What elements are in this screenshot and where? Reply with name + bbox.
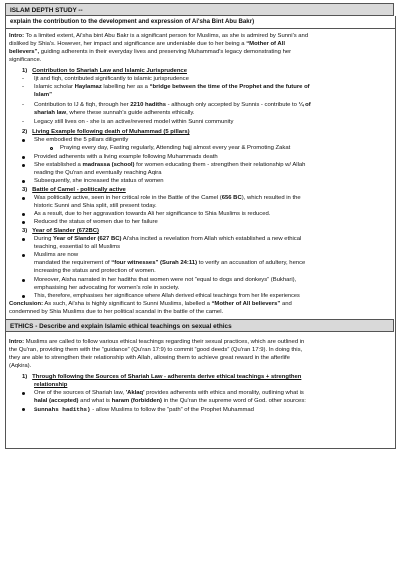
- bullet-marker: [22, 279, 25, 282]
- point4-item-3: Moreover, Aisha narrated in her hadiths that women were not “equal to dogs and donkeys” (Bukhari),: [34, 277, 297, 283]
- ethics-point1-item-1-rest: provides adherents with ethics and morality, outlining what is: [144, 390, 304, 396]
- bullet-marker: [22, 213, 25, 216]
- point3-item-3: Reduced the status of women due to her failure: [34, 219, 158, 225]
- point3-item-1-text: Was politically active, seen in her critical role in the Battle of the Camel (: [34, 195, 222, 201]
- intro-line-1: [9, 33, 308, 40]
- study-title-bar: [5, 3, 394, 16]
- point1-item-3-bold2: ¼ of: [298, 102, 311, 108]
- point4-heading: [22, 228, 99, 235]
- point1-item-3-text: Contribution to IJ & fiqh, through her: [34, 102, 131, 108]
- point1-item-2-rest: labelling her as a: [101, 84, 150, 90]
- ethics-point1-number: 1): [22, 374, 28, 380]
- point2-number: 2): [22, 129, 28, 135]
- ethics-point1-item-1-bold3: haram (forbidden): [111, 398, 163, 404]
- ethics-intro-text-1: Muslims are called to follow various ethical teachings regarding their sexual practices, which are outlined in: [24, 339, 305, 345]
- point3-heading: [22, 187, 126, 194]
- bullet-marker: [22, 238, 25, 241]
- point2-item-5: Subsequently, she increased the status of women: [34, 178, 164, 184]
- point4-item-2-text: Muslims are now: [34, 252, 79, 258]
- point3-number: 3): [22, 187, 28, 193]
- point1-item-2: [34, 84, 310, 91]
- bullet-marker: [22, 139, 25, 142]
- intro-bold-2: believers”,: [9, 49, 40, 55]
- point1-item-3-rest: - although only accepted by Sunnis - contribute to: [165, 102, 299, 108]
- bullet-marker: [22, 408, 25, 411]
- ethics-point1-item-1: [34, 390, 304, 397]
- point1-item-3: [34, 102, 311, 109]
- bullet-marker: [22, 254, 25, 257]
- conclusion-bold: “Mother of All believers”: [211, 301, 281, 307]
- point1-item-3-cont: [34, 110, 195, 117]
- ethics-point1-item-1-bold: 'Aklaq': [125, 390, 145, 396]
- bullet-marker: [22, 197, 25, 200]
- point4-item-2-rest-a: mandated the requirement of: [34, 260, 112, 266]
- bullet-marker: [22, 295, 25, 298]
- point1-item-2-bold: Haylamaz: [74, 84, 102, 90]
- point1-item-2-cont: Islam”: [34, 92, 53, 98]
- ethics-point1-item-1-rest-a: and what is: [78, 398, 112, 404]
- point2-heading: [22, 129, 190, 136]
- point2-item-4-cont: reading the Qu'ran and eventually reaching Aqira: [34, 170, 162, 176]
- ethics-point1-item-1-rest-b: in the Qu'ran the supreme word of God. other sources:: [162, 398, 306, 404]
- point4-number: 3): [22, 228, 28, 234]
- point4-item-1-bold: Year of Slander (627 BC): [53, 236, 122, 242]
- point2-item-1: She embodied the 5 pillars diligently: [34, 137, 129, 143]
- point3-item-2: As a result, due to her aggravation towards Ali her significance to Shia Muslims is reduced.: [34, 211, 271, 217]
- ethics-intro-label: Intro:: [9, 339, 25, 345]
- ethics-intro-line-4: (Aqkira).: [9, 363, 32, 369]
- ethics-intro-line-2: the Qu'ran, providing them with the “guidance” (Qu'ran 17:9) to commit “good deeds” (Qu'ran 17:9). In doing this,: [9, 347, 303, 353]
- point4-item-2-rest-b: to verify an accusation of adultery, hence: [197, 260, 306, 266]
- conclusion-line-2: condemned by Shia Muslims due to her political scandal in the battle of the camel.: [9, 309, 224, 315]
- conclusion-text-1: As such, Ai'sha is highly significant to Sunni Muslims, labelled a: [43, 301, 212, 307]
- point1-item-3-bold: 2210 hadiths: [130, 102, 166, 108]
- intro-text-4: significance.: [9, 57, 42, 63]
- dash-marker: -: [22, 84, 24, 90]
- point1-item-2-text: Islamic scholar: [34, 84, 75, 90]
- study-title: ISLAM DEPTH STUDY --: [10, 7, 83, 14]
- intro-line-3: [9, 49, 291, 56]
- dash-marker: -: [22, 102, 24, 108]
- dash-marker: -: [22, 76, 24, 82]
- dash-marker: -: [22, 119, 24, 125]
- point1-item-4: Legacy still lives on - she is an active/revered model within Sunni community: [34, 119, 234, 125]
- ethics-point1-item-2: [34, 406, 254, 414]
- intro-label: Intro:: [9, 33, 25, 39]
- ethics-point1-item-1-text: One of the sources of Shariah law,: [34, 390, 126, 396]
- point2-item-4: [34, 162, 305, 169]
- bullet-marker: [22, 392, 25, 395]
- point1-item-2-quote: “bridge between the time of the Prophet and the future of: [149, 84, 310, 90]
- ethics-point1-item-1-bold2: halal (accepted): [34, 398, 79, 404]
- ethics-intro-line-3: they are able to strengthen their relationship with Allah, allowing them to achieve great reward in the afterlife: [9, 355, 290, 361]
- bullet-marker: [22, 164, 25, 167]
- point2-item-4-rest: for women educating them - strengthen their relationship w/ Allah: [134, 162, 306, 168]
- ethics-point1-item-2-rest: - allow Muslims to follow the “path” of the Prophet Muhammad: [90, 407, 254, 413]
- conclusion-text-1b: and: [280, 301, 292, 307]
- point1-heading: [22, 68, 187, 75]
- point4-item-2: [34, 252, 78, 259]
- sub-bullet-marker: [50, 147, 53, 150]
- point1-title: Contribution to Shariah Law and Islamic Jurisprudence: [32, 68, 187, 74]
- question-text: explain the contribution to the development and expression of Ai'sha Bint Abu Bakr): [10, 18, 255, 25]
- intro-line-4: [9, 57, 41, 64]
- point4-item-2-cont: [34, 260, 305, 267]
- ethics-title-bar: [5, 319, 394, 332]
- point4-item-1-rest: Ai'sha incited a revelation from Allah which established a new ethical: [121, 236, 302, 242]
- point3-item-1-rest: ), which resulted in the: [241, 195, 301, 201]
- point4-item-1: [34, 236, 301, 243]
- ethics-title: ETHICS - Describe and explain Islamic ethical teachings on sexual ethics: [10, 323, 232, 330]
- point3-item-1: [34, 195, 301, 202]
- ethics-point1-item-1-cont: [34, 398, 306, 405]
- point4-title: Year of Slander (672BC): [32, 228, 99, 234]
- point4-item-1-cont: teaching, essential to all Muslims: [34, 244, 121, 250]
- point4-item-1-text: During: [34, 236, 53, 242]
- intro-bold-1: “Mother of All: [246, 41, 285, 47]
- ethics-point1-item-2-mono: Sunnahs hadiths): [34, 406, 91, 413]
- intro-text-3: guiding adherents in their everyday lives and preserving Muhammad's legacy demonstrating her: [39, 49, 292, 55]
- point1-number: 1): [22, 68, 28, 74]
- ethics-intro-line-1: [9, 339, 304, 346]
- point2-title: Living Example following death of Muhammad (5 pillars): [32, 129, 190, 135]
- bullet-marker: [22, 156, 25, 159]
- ethics-point1-heading: [22, 374, 301, 381]
- point2-item-2: Praying every day, Fasting regularly, Attending hajj almost every year & Promoting Zakat: [60, 145, 291, 151]
- ethics-point1-title-cont: relationship: [34, 382, 68, 388]
- bullet-marker: [22, 221, 25, 224]
- intro-text-2: disliked by Shia's. However, her impact and significance are undeniable due to her being a: [9, 41, 247, 47]
- point2-item-4-text: She established a: [34, 162, 83, 168]
- conclusion-label: Conclusion:: [9, 301, 44, 307]
- point3-item-1-bold: 656 BC: [221, 195, 242, 201]
- point4-item-2-bold: “four witnesses” (Surah 24:11): [111, 260, 198, 266]
- intro-line-2: [9, 41, 285, 48]
- ethics-point1-title: Through following the Sources of Shariah Law - adherents derive ethical teachings + strengthen: [32, 374, 302, 380]
- conclusion-line-1: [9, 301, 292, 308]
- intro-text-1: To a limited extent, Ai'sha bint Abu Bakr is a significant person for Muslims, as she is admired by Sunni's and: [24, 33, 309, 39]
- point1-item-3-rest2: , where these sunnah's guide adherents ethically.: [66, 110, 195, 116]
- point3-item-1-cont: historic Sunni and Shia split, still present today.: [34, 203, 157, 209]
- point4-item-2-cont2: increasing the status and protection of women.: [34, 268, 156, 274]
- point4-item-3-cont: emphasising her advocating for women's role in society.: [34, 285, 180, 291]
- point3-title: Battle of Camel - politically active: [32, 187, 126, 193]
- point4-item-4: This, therefore, emphasises her significance where Allah derived ethical teachings from her life experiences: [34, 293, 300, 299]
- point1-item-1: Ijt and fiqh, contributed significantly to islamic jurisprudence: [34, 76, 189, 82]
- point2-item-3: Provided adherents with a living example following Muhammads death: [34, 154, 218, 160]
- bullet-marker: [22, 180, 25, 183]
- point2-item-4-bold: madrassa (school): [82, 162, 135, 168]
- point1-item-3-bold3: shariah law: [34, 110, 67, 116]
